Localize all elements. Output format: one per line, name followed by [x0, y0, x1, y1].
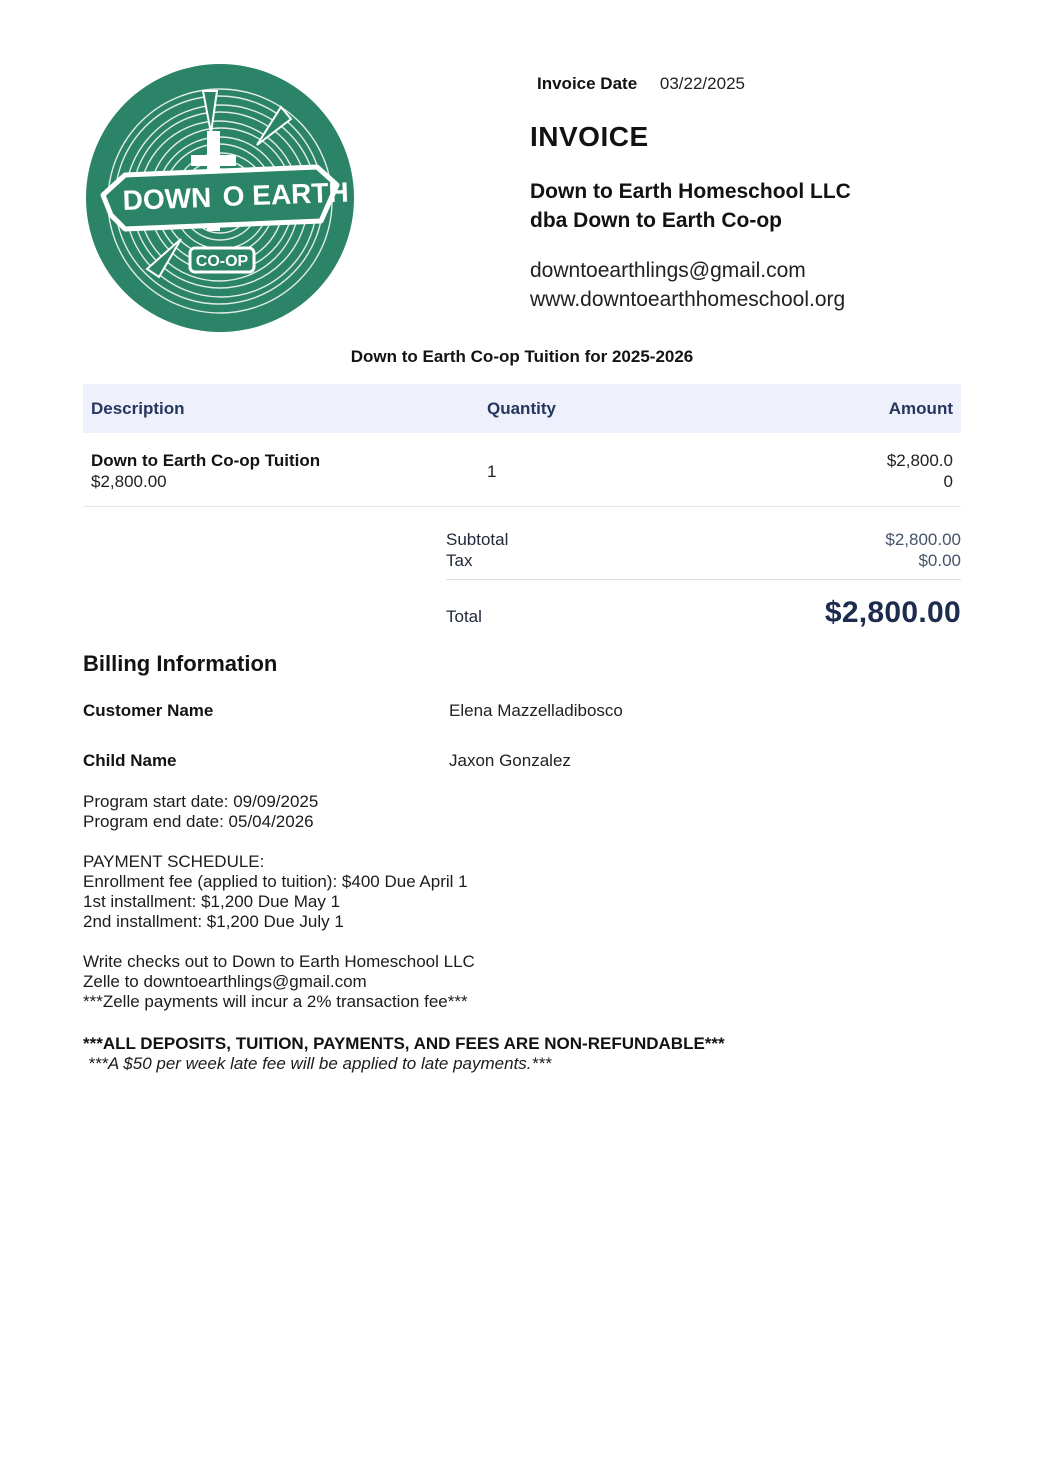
non-refundable-notice: ***ALL DEPOSITS, TUITION, PAYMENTS, AND FEES ARE NON-REFUNDABLE***	[83, 1034, 725, 1053]
column-header-quantity: Quantity	[487, 398, 556, 418]
program-dates-block	[83, 792, 961, 832]
payment-methods-block	[83, 952, 961, 1012]
tax-label: Tax	[446, 551, 473, 570]
banner-text-left: DOWN	[122, 181, 212, 216]
zelle-instruction: Zelle to downtoearthlings@gmail.com	[83, 972, 367, 991]
subtotal-value: $2,800.00	[885, 530, 961, 549]
payment-schedule-heading: PAYMENT SCHEDULE:	[83, 852, 265, 871]
payment-schedule-block	[83, 852, 961, 932]
summary-divider	[446, 579, 961, 580]
company-email: downtoearthlings@gmail.com	[530, 259, 806, 282]
line-item-quantity: 1	[487, 461, 497, 481]
total-label: Total	[446, 607, 482, 626]
zelle-fee-note: ***Zelle payments will incur a 2% transaction fee***	[83, 992, 468, 1011]
column-header-description: Description	[91, 398, 185, 418]
line-item-amount: $2,800.00	[886, 451, 953, 491]
customer-name-label: Customer Name	[83, 701, 214, 720]
line-item-name: Down to Earth Co-op Tuition	[91, 451, 321, 470]
subtotal-label: Subtotal	[446, 530, 509, 549]
customer-name-value: Elena Mazzelladibosco	[449, 701, 623, 720]
payment-schedule-line: Enrollment fee (applied to tuition): $400 Due April 1	[83, 872, 468, 891]
program-start-date: Program start date: 09/09/2025	[83, 792, 319, 811]
invoice-title: INVOICE	[530, 121, 649, 152]
column-header-amount: Amount	[888, 398, 953, 418]
banner-text-right: O EARTH	[222, 176, 350, 212]
child-name-value: Jaxon Gonzalez	[449, 751, 571, 770]
total-row	[446, 596, 961, 631]
badge-text: CO-OP	[195, 253, 249, 270]
table-header-row	[83, 384, 961, 433]
tax-row	[446, 550, 961, 571]
checks-instruction: Write checks out to Down to Earth Homeschool LLC	[83, 952, 475, 971]
company-name-line2: dba Down to Earth Co-op	[530, 209, 782, 232]
invoice-summary	[446, 529, 961, 631]
payment-schedule-line: 1st installment: $1,200 Due May 1	[83, 892, 341, 911]
line-item-unit-price: $2,800.00	[91, 472, 167, 491]
payment-schedule-line: 2nd installment: $1,200 Due July 1	[83, 912, 344, 931]
child-name-row	[83, 751, 961, 771]
tax-value: $0.00	[918, 551, 961, 570]
tuition-section-title: Down to Earth Co-op Tuition for 2025-2026	[350, 347, 694, 366]
subtotal-row	[446, 529, 961, 550]
company-website: www.downtoearthhomeschool.org	[530, 288, 846, 311]
company-name-line1: Down to Earth Homeschool LLC	[530, 180, 851, 203]
invoice-body	[83, 0, 961, 1074]
invoice-date-value: 03/22/2025	[659, 74, 745, 93]
customer-name-row	[83, 701, 961, 721]
total-value: $2,800.00	[824, 596, 961, 629]
notes-section	[83, 792, 961, 1074]
line-item-description	[83, 450, 487, 492]
table-row	[83, 433, 961, 507]
program-end-date: Program end date: 05/04/2026	[83, 812, 314, 831]
billing-information-heading: Billing Information	[83, 651, 278, 676]
invoice-date-label: Invoice Date	[537, 74, 638, 93]
late-fee-notice: ***A $50 per week late fee will be applied to late payments.***	[88, 1054, 552, 1073]
child-name-label: Child Name	[83, 751, 177, 770]
